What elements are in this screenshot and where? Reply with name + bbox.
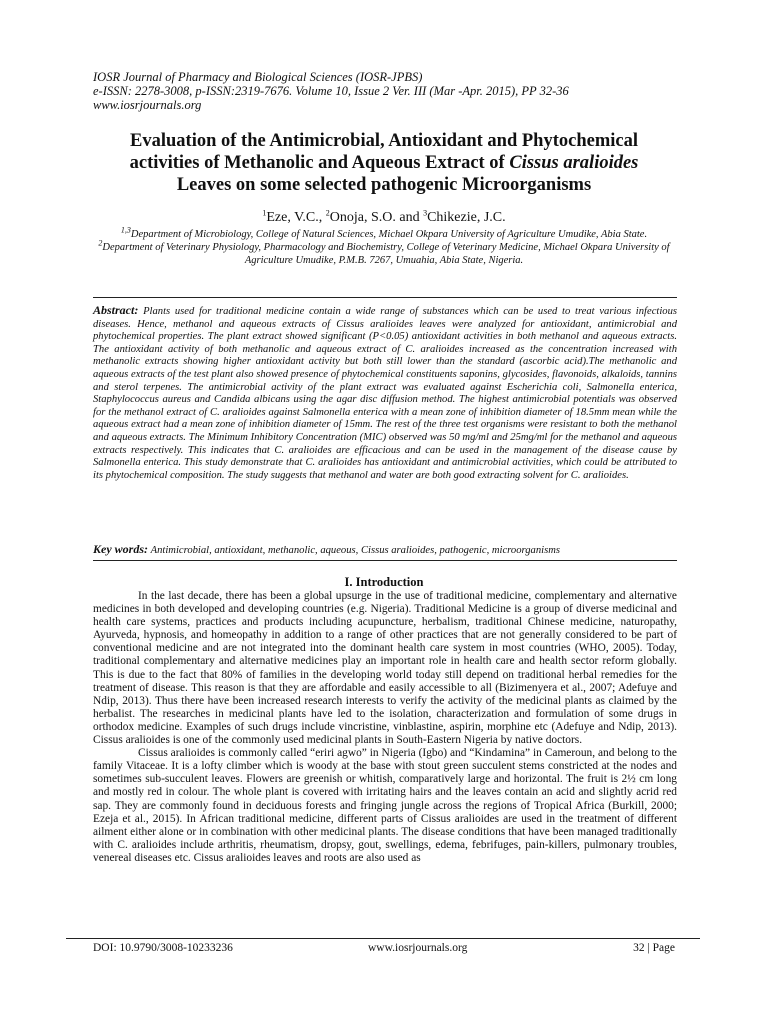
affiliation-1 [92,225,676,241]
journal-name: IOSR Journal of Pharmacy and Biological Sciences (IOSR-JPBS) [93,70,423,84]
author-list [80,210,688,226]
affiliation-1-text: Department of Microbiology, College of Natural Sciences, Michael Okpara University of Agriculture Umudike, Abia State. [130,229,648,240]
journal-website: www.iosrjournals.org [93,98,202,112]
author-3: Chikezie, J.C. [427,210,506,225]
author-2-sup: 2 [325,208,330,218]
section-title: I. Introduction [344,575,424,589]
affiliations [92,225,676,267]
divider-bottom [93,560,677,561]
keywords [93,543,683,557]
title-line-3: Leaves on some selected pathogenic Microorganisms [176,175,592,195]
paragraph-1: In the last decade, there has been a global upsurge in the use of traditional medicine, complementary and alternative medicines in both developed and developing countries (e.g. Nigeria). Traditional Medicine is a group of diverse medicinal and health care systems, practices and products including acupuncture, herbalism, traditional Chinese medicine, naturopathy, Ayurveda, hypnosis, and homeopathy in addition to a range of other practices that are not generally considered to be part of conventional medicine and are not integrated into the dominant health care system in most countries (WHO, 2005). Today, traditional complementary and alternative medicines play an important role in health care and health sector reform globally. This is due to the fact that 80% of families in the developing world today still depend on traditional herbal remedies for the treatment of disease. This reason is that they are affordable and easily accessible to all (Bizimenyera et al., 2007; Adefuye and Ndip, 2013). Thus there have been increased research interests to verify the activity of the medicinal plants as claimed by the herbalist. The researches in medicinal plants have led to the isolation, characterization and formulation of some drugs in orthodox medicine. Examples of such drugs include vincristine, vinblastine, aspirin, morphine etc (Adefuye and Ndip, 2013). Cissus aralioides is one of the commonly used medicinal plants in South-Eastern Nigeria by native doctors. [93,590,677,747]
abstract-text: Plants used for traditional medicine contain a wide range of substances which can be used to treat various infectious diseases. Hence, methanol and aqueous extracts of Cissus aralioides leaves were analyzed for antioxidant, antimicrobial and phytochemical properties. The plant extract showed significant (P<0.05) antioxidant activities in both methanol and aqueous extracts. The antioxidant activity of both methanolic and aqueous extract of C. aralioides increased as the concentration increased with methanolic extracts showing higher antioxidant activity but both still lower than the standard (ascorbic acid).The methanolic and aqueous extracts of the test plant also showed presence of phytochemical constituents saponins, glycosides, flavonoids, alkaloids, tannins and sterol terpenes. The antimicrobial activity of the plant extract was evaluated against Escherichia coli, Salmonella enterica, Staphylococcus aureus and Candida albicans using the agar disc diffusion method. The highest antimicrobial potentials was observed for the methanol extract of C. aralioides against Salmonella enterica with a mean zone of inhibition diameter of 18.5mm mean while the aqueous extract had a mean zone of inhibition diameter of 15mm. The rest of the three test organisms were resistant to both the methanol and aqueous extracts. The Minimum Inhibitory Concentration (MIC) observed was 50 mg/ml and 25mg/ml for the methanol and aqueous extracts respectively. This indicates that C. aralioides are efficacious and can be used in the management of the disease cause by Salmonella enterica. This study demonstrate that C. aralioides has antioxidant and antimicrobial activities, which could be attributed to its phytochemical composition. The study suggests that methanol and water are both good extracting solvent for C. aralioides. [93,306,677,481]
author-1: Eze, V.C., [266,210,326,225]
paragraph-2: Cissus aralioides is commonly called “eriri agwo” in Nigeria (Igbo) and “Kindamina” in Cameroun, and belong to the family Vitaceae. It is a lofty climber which is woody at the base with stout green succulent stems constricted at the nodes and sometimes sub-succulent leaves. Flowers are greenish or whitish, comparatively large and horizontal. The fruit is 2½ cm long and mostly red in colour. The whole plant is covered with irritating hairs and the leaves contain an acid and slightly acrid red sap. They are commonly found in deciduous forests and fringing jungle across the regions of Tropical Africa (Burkill, 2000; Ezeja et al., 2015). In African traditional medicine, different parts of Cissus aralioides are used in the treatment of different ailment either alone or in combination with other medicinal plants. The disease conditions that have been managed traditionally with C. aralioides include arthritis, rheumatism, dropsy, gout, swellings, edema, febrifuges, pain-killers, pulmonary troubles, venereal diseases etc. Cissus aralioides leaves and roots are also used as [93,747,677,864]
keywords-label: Key words: [93,542,148,556]
affiliation-2-sup: 2 [98,238,103,248]
journal-header [93,70,693,112]
body-text [93,590,677,865]
divider-top [93,297,677,298]
footer-doi: DOI: 10.9790/3008-10233236 [93,942,233,954]
footer-website: www.iosrjournals.org [368,942,468,954]
title-line-1: Evaluation of the Antimicrobial, Antioxidant and Phytochemical [130,131,638,151]
title-line-2-text: activities of Methanolic and Aqueous Extract of [129,153,505,173]
title-species: Cissus aralioides [509,153,639,173]
author-1-sup: 1 [262,208,267,218]
affiliation-2 [92,238,676,267]
paper-title [80,130,688,196]
abstract [93,304,677,482]
title-line-2 [80,152,688,174]
author-3-sup: 3 [423,208,428,218]
affiliation-1-sup: 1,3 [120,225,131,235]
author-2: Onoja, S.O. and [329,210,424,225]
abstract-label: Abstract: [93,303,139,317]
footer-page-number: 32 | Page [633,942,675,954]
journal-issn: e-ISSN: 2278-3008, p-ISSN:2319-7676. Volume 10, Issue 2 Ver. III (Mar -Apr. 2015), PP 32-36 [93,84,569,98]
footer-divider [66,938,700,939]
affiliation-2-text: Department of Veterinary Physiology, Pharmacology and Biochemistry, College of Veterinary Medicine, Michael Okpara University of Agriculture Umudike, P.M.B. 7267, Umuahia, Abia State, Nigeria. [102,242,670,266]
keywords-text: Antimicrobial, antioxidant, methanolic, aqueous, Cissus aralioides, pathogenic, microorganisms [150,545,560,556]
